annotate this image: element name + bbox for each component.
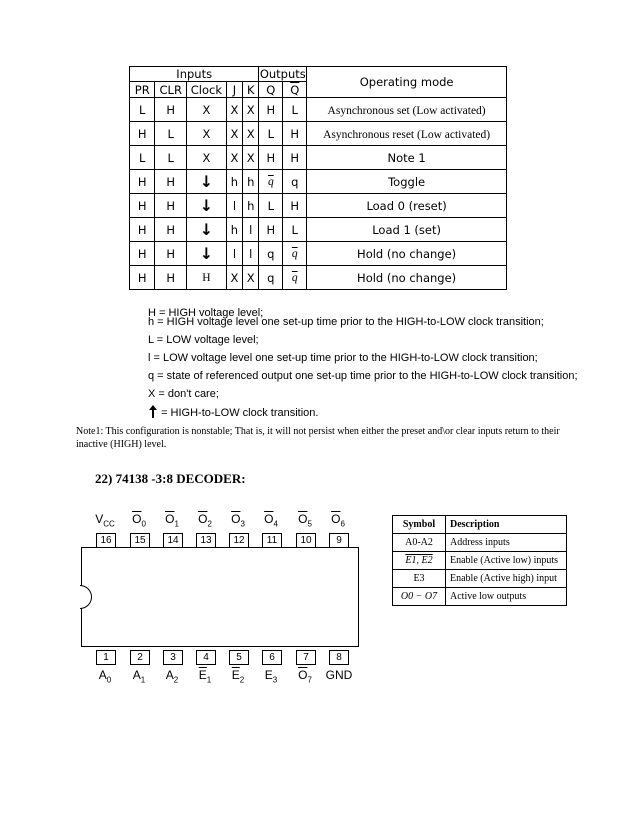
cell-pr: H — [130, 194, 155, 218]
pin-3: 3 — [163, 650, 183, 665]
legend-arrow-text: = HIGH-to-LOW clock transition. — [161, 407, 319, 419]
pin-label-o2: $\overline{O}_2$ — [198, 512, 212, 529]
cell-q: H — [259, 98, 283, 122]
cell-k: h — [243, 170, 259, 194]
cell-clr: L — [155, 146, 187, 170]
col-header-k: K — [243, 82, 259, 98]
legend-line: H = HIGH voltage level; — [148, 307, 264, 319]
pin-label-e3: $E_3$ — [264, 668, 278, 685]
cell-pr: H — [130, 266, 155, 290]
legend-line: l = LOW voltage level one set-up time prior to the HIGH-to-LOW clock transition; — [148, 352, 538, 364]
col-header-qbar: $\overline{Q}$ — [283, 82, 307, 98]
cell-j: l — [226, 242, 242, 266]
cell-mode: Hold (no change) — [307, 266, 507, 290]
cell-k: h — [243, 194, 259, 218]
pin-label-o5: $\overline{O}_5$ — [298, 512, 312, 529]
pin-label-gnd: GND — [325, 668, 353, 682]
pin-5: 5 — [229, 650, 249, 665]
ic-notch — [80, 585, 92, 609]
cell-clr: H — [155, 266, 187, 290]
falling-edge-arrow-icon: ↓ — [187, 170, 227, 194]
pin-11: 11 — [262, 533, 282, 548]
cell-mode — [307, 98, 507, 122]
mode-text: Asynchronous reset (Low activated) — [323, 128, 491, 141]
pin-8: 8 — [329, 650, 349, 665]
cell-k: l — [243, 242, 259, 266]
cell-k: X — [243, 98, 259, 122]
pin-label-a1: $A_1$ — [132, 668, 146, 685]
up-arrow-icon — [148, 405, 158, 418]
cell-pr: L — [130, 146, 155, 170]
cell-mode: Load 0 (reset) — [307, 194, 507, 218]
desc-header-description: Description — [446, 516, 567, 534]
col-header-pr: PR — [130, 82, 155, 98]
cell-q: q — [259, 242, 283, 266]
pin-label-a2: $A_2$ — [165, 668, 179, 685]
cell-j: X — [226, 146, 242, 170]
note-text: Note1: This configuration is nonstable; That is, it will not persist when either the preset and\or clear inputs return to their inactive (HIGH) level. — [76, 426, 560, 450]
cell-pr: H — [130, 218, 155, 242]
cell-q: q — [259, 266, 283, 290]
pin-13: 13 — [196, 533, 216, 548]
pin-label-vcc: $V_{CC}$ — [95, 512, 115, 529]
cell-q: $\overline{q}$ — [259, 170, 283, 194]
cell-j: h — [226, 218, 242, 242]
pin-description-table — [392, 515, 567, 606]
cell-pr: L — [130, 98, 155, 122]
cell-mode: Load 1 (set) — [307, 218, 507, 242]
pin-4: 4 — [196, 650, 216, 665]
cell-qbar: $\overline{q}$ — [283, 266, 307, 290]
cell-mode — [307, 122, 507, 146]
cell-qbar: H — [283, 146, 307, 170]
falling-edge-arrow-icon: ↓ — [187, 218, 227, 242]
col-header-q: Q — [259, 82, 283, 98]
table-row — [393, 534, 567, 552]
inputs-group-header: Inputs — [130, 67, 259, 82]
cell-clr: H — [155, 98, 187, 122]
desc-text: Address inputs — [446, 534, 567, 552]
jk-truth-table — [129, 66, 507, 290]
desc-text: Enable (Active high) input — [446, 570, 567, 588]
pin-6: 6 — [262, 650, 282, 665]
cell-k: X — [243, 122, 259, 146]
pin-9: 9 — [329, 533, 349, 548]
legend-line: X = don't care; — [148, 388, 219, 400]
table-row — [393, 552, 567, 570]
falling-edge-arrow-icon: ↓ — [187, 242, 227, 266]
cell-qbar: L — [283, 98, 307, 122]
cell-clr: L — [155, 122, 187, 146]
pin-15: 15 — [130, 533, 150, 548]
pin-label-e1: $\overline{E}_1$ — [198, 668, 212, 685]
cell-clock: H — [187, 266, 227, 290]
cell-pr: H — [130, 170, 155, 194]
cell-j: X — [226, 122, 242, 146]
cell-clr: H — [155, 242, 187, 266]
pin-label-o1: $\overline{O}_1$ — [165, 512, 179, 529]
cell-j: X — [226, 98, 242, 122]
table-row — [130, 146, 507, 170]
mode-text: Asynchronous set (Low activated) — [327, 104, 486, 117]
table-row — [130, 98, 507, 122]
desc-symbol: A0-A2 — [393, 534, 446, 552]
cell-j: l — [226, 194, 242, 218]
cell-mode: Toggle — [307, 170, 507, 194]
pin-label-o6: $\overline{O}_6$ — [331, 512, 345, 529]
pin-1: 1 — [96, 650, 116, 665]
pin-label-o3: $\overline{O}_3$ — [231, 512, 245, 529]
table-row — [130, 122, 507, 146]
legend-line: L = LOW voltage level; — [148, 334, 259, 346]
cell-q: L — [259, 194, 283, 218]
cell-pr: H — [130, 242, 155, 266]
cell-j: X — [226, 266, 242, 290]
operating-mode-header: Operating mode — [307, 67, 507, 98]
cell-k: X — [243, 266, 259, 290]
legend-line: q = state of referenced output one set-up time prior to the HIGH-to-LOW clock transition; — [148, 370, 578, 382]
table-row — [130, 194, 507, 218]
pin-16: 16 — [96, 533, 116, 548]
legend-arrow-line — [148, 405, 318, 419]
desc-text: Active low outputs — [446, 588, 567, 606]
section-heading: 22) 74138 -3:8 DECODER: — [95, 471, 246, 486]
cell-clr: H — [155, 170, 187, 194]
pin-7: 7 — [296, 650, 316, 665]
cell-clock: X — [187, 98, 227, 122]
col-header-clr: CLR — [155, 82, 187, 98]
table-row — [130, 266, 507, 290]
cell-qbar: q — [283, 170, 307, 194]
pin-label-e2: $\overline{E}_2$ — [231, 668, 245, 685]
pin-label-o0: $\overline{O}_0$ — [132, 512, 146, 529]
desc-header-symbol: Symbol — [393, 516, 446, 534]
cell-qbar: H — [283, 194, 307, 218]
desc-symbol: O0 − O7 — [393, 588, 446, 606]
cell-k: X — [243, 146, 259, 170]
cell-q: H — [259, 146, 283, 170]
table-row — [130, 218, 507, 242]
pin-label-o7: $\overline{O}_7$ — [298, 668, 312, 685]
cell-pr: H — [130, 122, 155, 146]
outputs-group-header: Outputs — [259, 67, 306, 81]
cell-mode: Note 1 — [307, 146, 507, 170]
cell-qbar: H — [283, 122, 307, 146]
col-header-j: J — [226, 82, 242, 98]
table-row — [130, 242, 507, 266]
desc-text: Enable (Active low) inputs — [446, 552, 567, 570]
desc-symbol: E1, E2 — [393, 552, 446, 570]
cell-clr: H — [155, 218, 187, 242]
table-row — [393, 588, 567, 606]
pin-14: 14 — [163, 533, 183, 548]
ic-body — [81, 547, 359, 647]
table-row — [130, 170, 507, 194]
pin-10: 10 — [296, 533, 316, 548]
cell-q: L — [259, 122, 283, 146]
falling-edge-arrow-icon: ↓ — [187, 194, 227, 218]
cell-j: h — [226, 170, 242, 194]
table-row — [393, 570, 567, 588]
cell-q: H — [259, 218, 283, 242]
cell-mode: Hold (no change) — [307, 242, 507, 266]
cell-clock: X — [187, 122, 227, 146]
pin-label-o4: $\overline{O}_4$ — [264, 512, 278, 529]
pin-label-a0: $A_0$ — [98, 668, 112, 685]
col-header-clock: Clock — [187, 82, 227, 98]
pin-12: 12 — [229, 533, 249, 548]
cell-qbar: $\overline{q}$ — [283, 242, 307, 266]
cell-k: l — [243, 218, 259, 242]
desc-symbol: E3 — [393, 570, 446, 588]
cell-clock: X — [187, 146, 227, 170]
pin-2: 2 — [130, 650, 150, 665]
cell-clr: H — [155, 194, 187, 218]
cell-qbar: L — [283, 218, 307, 242]
legend-line: h = HIGH voltage level one set-up time prior to the HIGH-to-LOW clock transition; — [148, 316, 544, 328]
